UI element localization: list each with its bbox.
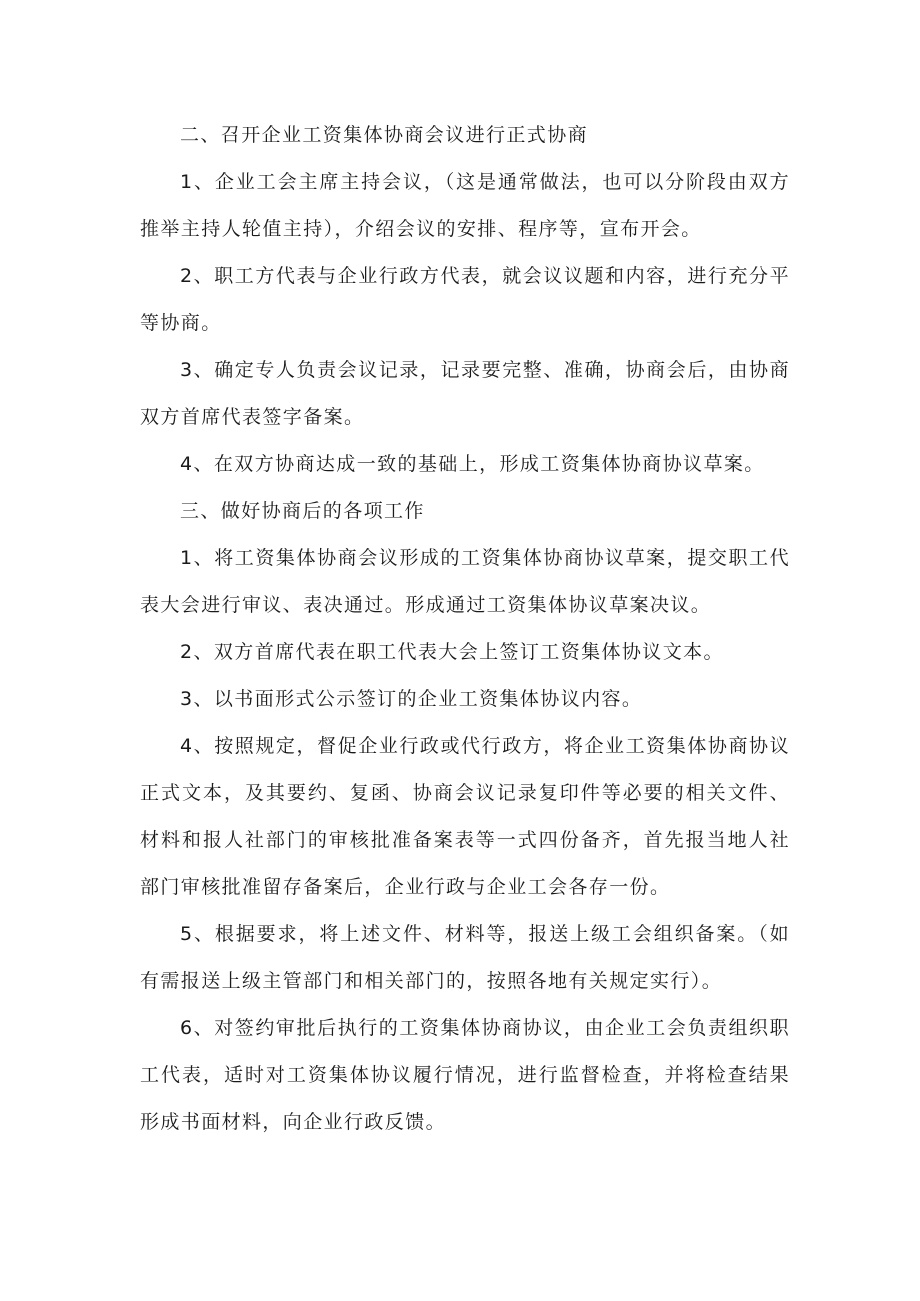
document-body (140, 112, 790, 1146)
paragraph-3-6: 6、对签约审批后执行的工资集体协商协议，由企业工会负责组织职工代表，适时对工资集体协议履行情况，进行监督检查，并将检查结果形成书面材料，向企业行政反馈。 (140, 1017, 790, 1133)
paragraph-3-1: 1、将工资集体协商会议形成的工资集体协商协议草案，提交职工代表大会进行审议、表决通过。形成通过工资集体协议草案决议。 (140, 547, 790, 616)
paragraph-2-1: 1、企业工会主席主持会议，（这是通常做法，也可以分阶段由双方推举主持人轮值主持），介绍会议的安排、程序等，宣布开会。 (140, 171, 790, 240)
paragraph-2-3: 3、确定专人负责会议记录，记录要完整、准确，协商会后，由协商双方首席代表签字备案。 (140, 359, 790, 428)
paragraph-3-3: 3、以书面形式公示签订的企业工资集体协议内容。 (180, 688, 643, 710)
paragraph-3-5: 5、根据要求，将上述文件、材料等，报送上级工会组织备案。（如有需报送上级主管部门和相关部门的，按照各地有关规定实行）。 (140, 923, 790, 992)
section-heading-3: 三、做好协商后的各项工作 (180, 500, 425, 522)
paragraph-2-2: 2、职工方代表与企业行政方代表，就会议议题和内容，进行充分平等协商。 (140, 265, 790, 334)
paragraph-2-4: 4、在双方协商达成一致的基础上，形成工资集体协商协议草案。 (180, 453, 765, 475)
paragraph-3-4: 4、按照规定，督促企业行政或代行政方，将企业工资集体协商协议正式文本，及其要约、复函、协商会议记录复印件等必要的相关文件、材料和报人社部门的审核批准备案表等一式四份备齐，首先报当地人社部门审核批准留存备案后，企业行政与企业工会各存一份。 (140, 735, 790, 898)
paragraph-3-2: 2、双方首席代表在职工代表大会上签订工资集体协议文本。 (180, 641, 724, 663)
section-heading-2: 二、召开企业工资集体协商会议进行正式协商 (180, 124, 589, 146)
